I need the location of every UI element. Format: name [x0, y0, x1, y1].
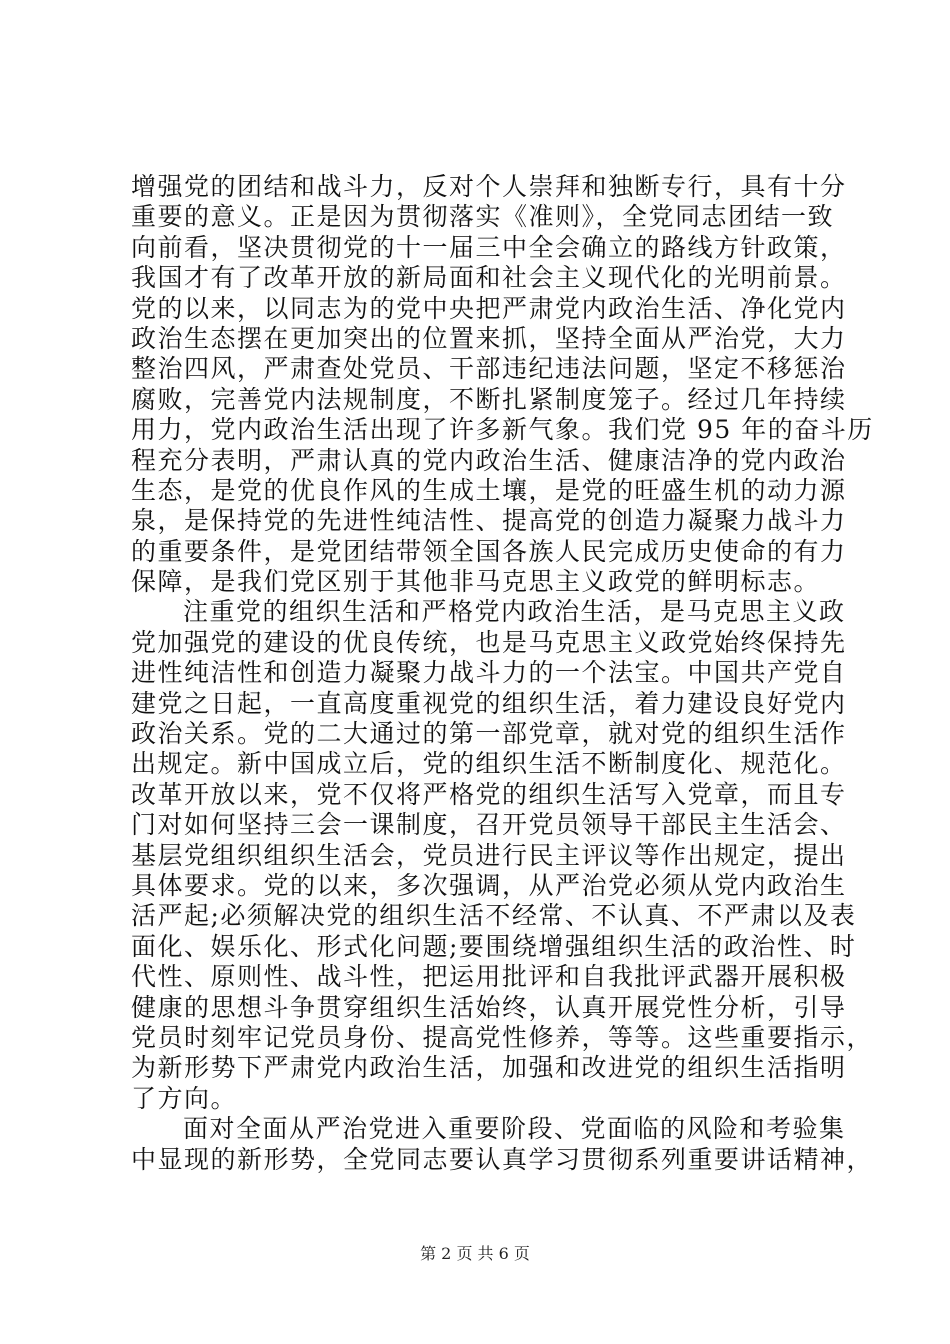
text-line: 代性、原则性、战斗性，把运用批评和自我批评武器开展积极 — [131, 962, 847, 992]
text-line: 党加强党的建设的优良传统，也是马克思主义政党始终保持先 — [131, 627, 847, 657]
text-line: 了方向。 — [131, 1083, 238, 1113]
text-line: 中显现的新形势，全党同志要认真学习贯彻系列重要讲话精神， — [131, 1144, 874, 1174]
text-line: 增强党的团结和战斗力，反对个人崇拜和独断专行，具有十分 — [131, 172, 847, 201]
text-line: 健康的思想斗争贯穿组织生活始终，认真开展党性分析，引导 — [131, 992, 847, 1022]
text-line: 改革开放以来，党不仅将严格党的组织生活写入党章，而且专 — [131, 779, 847, 809]
text-line: 向前看，坚决贯彻党的十一届三中全会确立的路线方针政策， — [131, 232, 847, 262]
text-line: 重要的意义。正是因为贯彻落实《准则》，全党同志团结一致 — [131, 202, 835, 232]
text-line: 的重要条件，是党团结带领全国各族人民完成历史使命的有力 — [131, 536, 847, 566]
text-line: 基层党组织组织生活会，党员进行民主评议等作出规定，提出 — [131, 840, 847, 870]
text-line: 用力，党内政治生活出现了许多新气象。我们党 95 年的奋斗历 — [131, 415, 874, 445]
text-line: 腐败，完善党内法规制度，不断扎紧制度笼子。经过几年持续 — [131, 384, 847, 414]
text-line: 注重党的组织生活和严格党内政治生活，是马克思主义政 — [183, 597, 846, 627]
text-line: 出规定。新中国成立后，党的组织生活不断制度化、规范化。 — [131, 749, 847, 779]
text-line: 党员时刻牢记党员身份、提高党性修养，等等。这些重要指示， — [131, 1022, 874, 1052]
text-line: 门对如何坚持三会一课制度，召开党员领导干部民主生活会、 — [131, 810, 847, 840]
page-footer: 第 2 页 共 6 页 — [420, 1244, 530, 1263]
text-line: 整治四风，严肃查处党员、干部违纪违法问题，坚定不移惩治 — [131, 354, 847, 384]
text-line: 活严起;必须解决党的组织生活不经常、不认真、不严肃以及表 — [131, 901, 857, 931]
text-line: 泉，是保持党的先进性纯洁性、提高党的创造力凝聚力战斗力 — [131, 506, 847, 536]
text-line: 程充分表明，严肃认真的党内政治生活、健康洁净的党内政治 — [131, 445, 847, 475]
body-text — [131, 172, 874, 1175]
text-line: 保障，是我们党区别于其他非马克思主义政党的鲜明标志。 — [131, 567, 821, 597]
text-line: 建党之日起，一直高度重视党的组织生活，着力建设良好党内 — [131, 688, 847, 718]
text-line: 政治生态摆在更加突出的位置来抓，坚持全面从严治党，大力 — [131, 323, 847, 353]
text-line: 进性纯洁性和创造力凝聚力战斗力的一个法宝。中国共产党自 — [131, 658, 847, 688]
text-line: 为新形势下严肃党内政治生活，加强和改进党的组织生活指明 — [131, 1053, 847, 1083]
text-line: 我国才有了改革开放的新局面和社会主义现代化的光明前景。 — [131, 263, 847, 293]
text-line: 党的以来，以同志为的党中央把严肃党内政治生活、净化党内 — [131, 293, 847, 323]
text-line: 面化、娱乐化、形式化问题;要围绕增强组织生活的政治性、时 — [131, 931, 857, 961]
text-line: 面对全面从严治党进入重要阶段、党面临的风险和考验集 — [183, 1114, 846, 1144]
text-line: 具体要求。党的以来，多次强调，从严治党必须从党内政治生 — [131, 870, 847, 900]
text-line: 政治关系。党的二大通过的第一部党章，就对党的组织生活作 — [131, 719, 847, 749]
text-line: 生态，是党的优良作风的生成土壤，是党的旺盛生机的动力源 — [131, 475, 847, 505]
